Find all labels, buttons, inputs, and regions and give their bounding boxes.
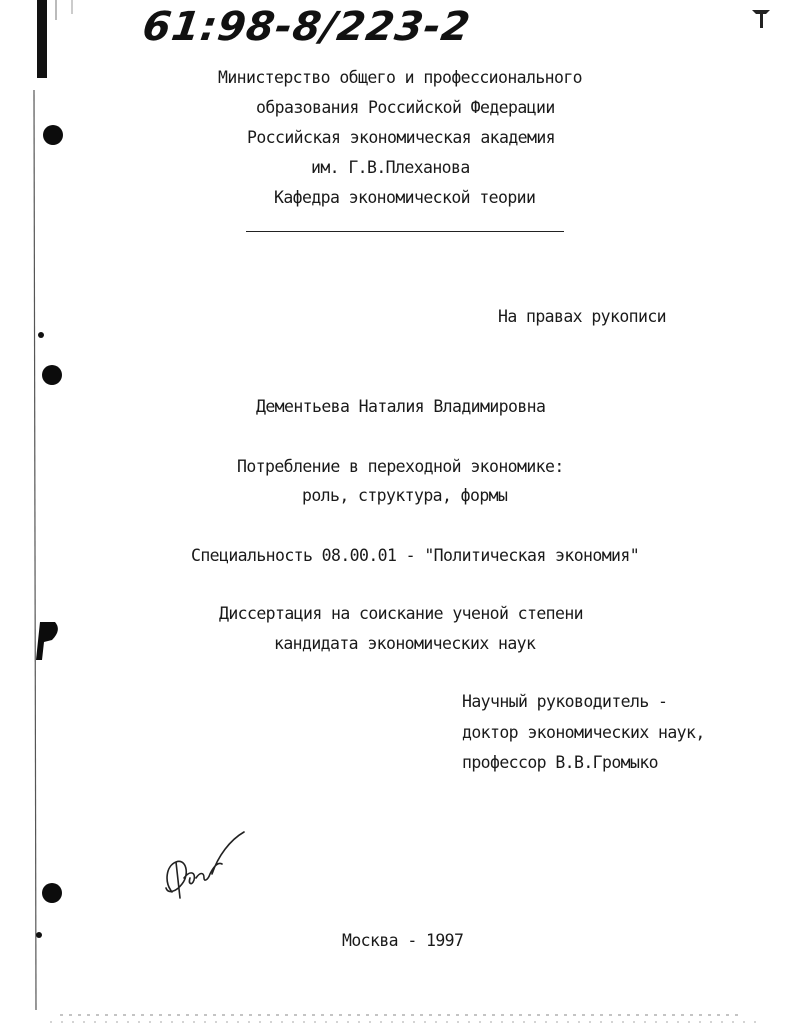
supervisor-line-1: Научный руководитель - xyxy=(462,692,668,711)
header-divider xyxy=(246,231,564,232)
ministry-line-2: образования Российской Федерации xyxy=(256,98,555,117)
city-year: Москва - 1997 xyxy=(342,931,464,950)
ministry-line-1: Министерство общего и профессионального xyxy=(218,68,583,87)
academy-named-after: им. Г.В.Плеханова xyxy=(311,158,470,177)
thesis-title-line-1: Потребление в переходной экономике: xyxy=(237,457,564,476)
archive-code-handwritten: 61:98-8/223-2 xyxy=(139,4,474,50)
thesis-title-line-2: роль, структура, формы xyxy=(302,486,508,505)
degree-line-2: кандидата экономических наук xyxy=(274,634,536,653)
supervisor-line-2: доктор экономических наук, xyxy=(462,723,705,742)
degree-line-1: Диссертация на соискание ученой степени xyxy=(219,604,584,623)
manuscript-note: На правах рукописи xyxy=(498,307,667,326)
department-name: Кафедра экономической теории xyxy=(274,188,536,207)
supervisor-line-3: профессор В.В.Громыко xyxy=(462,753,659,772)
author-name: Дементьева Наталия Владимировна xyxy=(256,397,546,416)
specialty: Специальность 08.00.01 - "Политическая экономия" xyxy=(191,546,640,565)
academy-name: Российская экономическая академия xyxy=(247,128,556,147)
signature xyxy=(160,822,255,907)
